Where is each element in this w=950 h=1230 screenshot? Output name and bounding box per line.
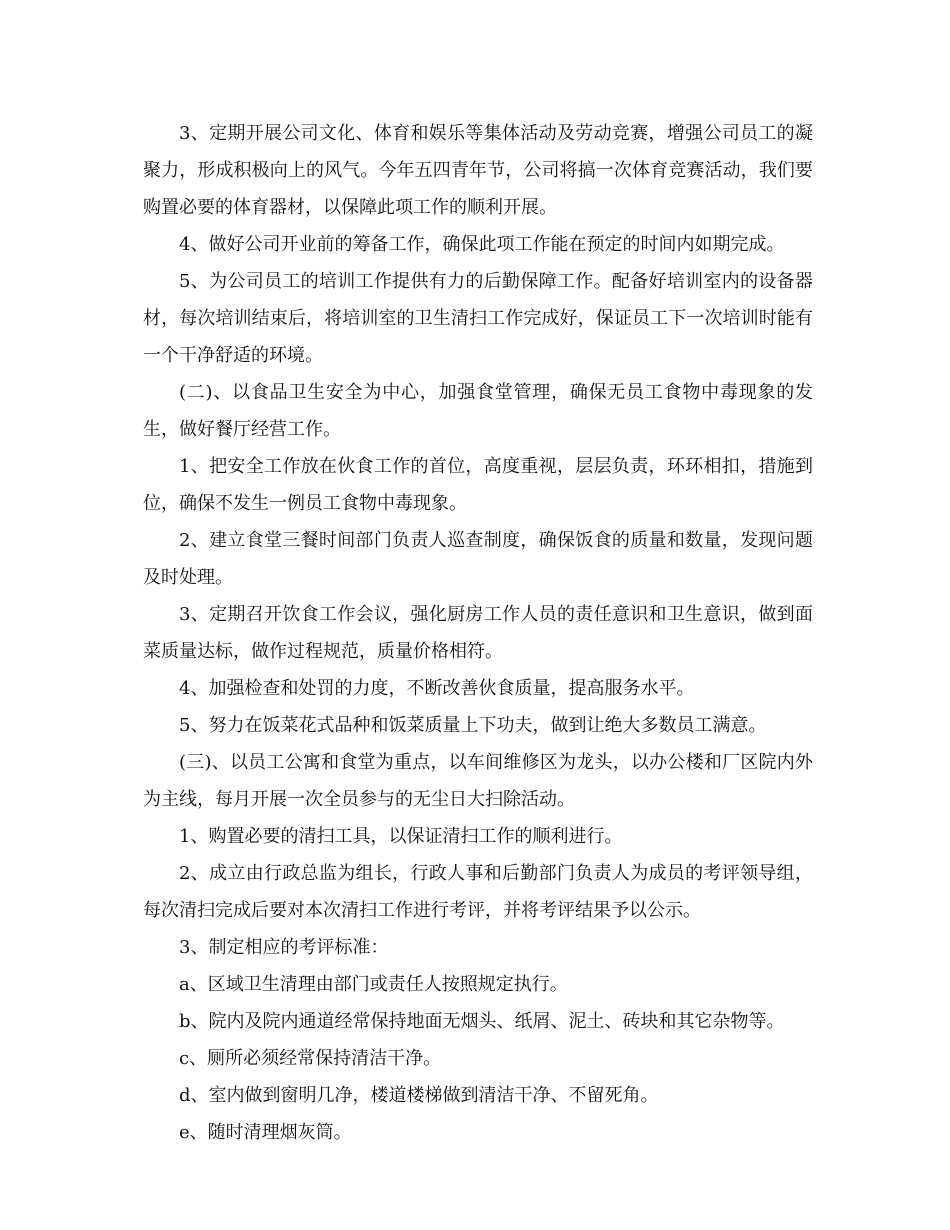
paragraph-1: 3、定期开展公司文化、体育和娱乐等集体活动及劳动竞赛，增强公司员工的凝聚力，形成积极向上的风气。今年五四青年节，公司将搞一次体育竞赛活动，我们要购置必要的体育器材，以保障此项工作的顺利开展。 (143, 123, 813, 218)
document-body (143, 115, 813, 1151)
paragraph-4: (二)、以食品卫生安全为中心，加强食堂管理，确保无员工食物中毒现象的发生，做好餐厅经营工作。 (143, 382, 813, 440)
paragraph-7: 3、定期召开饮食工作会议，强化厨房工作人员的责任意识和卫生意识，做到面菜质量达标，做作过程规范，质量价格相符。 (143, 604, 813, 662)
paragraph-18: e、随时清理烟灰筒。 (179, 1122, 352, 1143)
paragraph-10: (三)、以员工公寓和食堂为重点，以车间维修区为龙头，以办公楼和厂区院内外为主线，每月开展一次全员参与的无尘日大扫除活动。 (143, 752, 813, 810)
paragraph-14: a、区域卫生清理由部门或责任人按照规定执行。 (179, 974, 568, 995)
paragraph-16: c、厕所必须经常保持清洁干净。 (179, 1048, 442, 1069)
paragraph-8: 4、加强检查和处罚的力度，不断改善伙食质量，提高服务水平。 (179, 678, 695, 699)
paragraph-11: 1、购置必要的清扫工具，以保证清扫工作的顺利进行。 (179, 826, 623, 847)
paragraph-5: 1、把安全工作放在伙食工作的首位，高度重视，层层负责，环环相扣，措施到位，确保不发生一例员工食物中毒现象。 (143, 456, 813, 514)
paragraph-9: 5、努力在饭菜花式品种和饭菜质量上下功夫，做到让绝大多数员工满意。 (179, 715, 767, 736)
paragraph-13: 3、制定相应的考评标准： (179, 937, 389, 958)
paragraph-12: 2、成立由行政总监为组长，行政人事和后勤部门负责人为成员的考评领导组，每次清扫完成后要对本次清扫工作进行考评，并将考评结果予以公示。 (143, 863, 813, 921)
paragraph-2: 4、做好公司开业前的筹备工作，确保此项工作能在预定的时间内如期完成。 (179, 234, 785, 255)
paragraph-15: b、院内及院内通道经常保持地面无烟头、纸屑、泥土、砖块和其它杂物等。 (179, 1011, 785, 1032)
paragraph-17: d、室内做到窗明几净，楼道楼梯做到清洁干净、不留死角。 (179, 1085, 659, 1106)
paragraph-6: 2、建立食堂三餐时间部门负责人巡查制度，确保饭食的质量和数量，发现问题及时处理。 (143, 530, 813, 588)
paragraph-3: 5、为公司员工的培训工作提供有力的后勤保障工作。配备好培训室内的设备器材，每次培训结束后，将培训室的卫生清扫工作完成好，保证员工下一次培训时能有一个干净舒适的环境。 (143, 271, 813, 366)
